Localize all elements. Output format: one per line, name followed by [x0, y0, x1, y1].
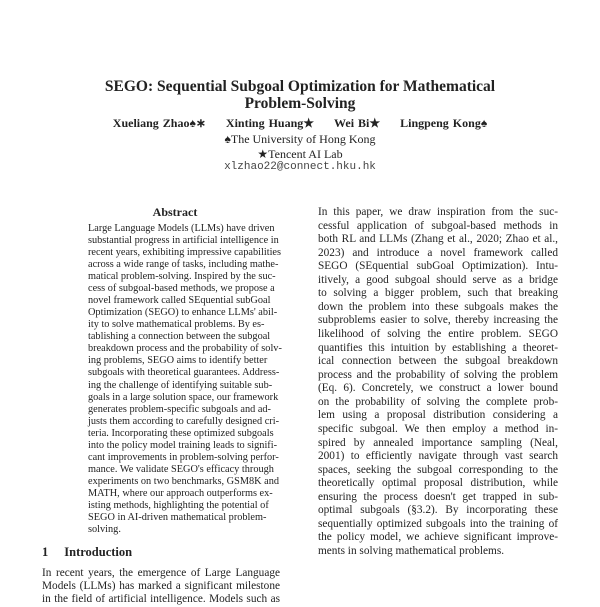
text-line: process and the probability of solving the problem [318, 368, 558, 381]
text-line: spaces, seeking the subgoal corresponding to the [318, 463, 558, 476]
abstract-heading: Abstract [152, 205, 198, 219]
author: Lingpeng Kong♠ [400, 116, 488, 130]
affiliation: ★Tencent AI Lab [257, 147, 343, 161]
author-list [0, 116, 600, 131]
section-title: Introduction [64, 545, 133, 559]
text-line: on the probability of solving the complete prob- [318, 395, 558, 408]
text-line: 2023) and introduce a novel framework called [318, 246, 558, 259]
contact-email: xlzhao22@connect.hku.hk [224, 161, 376, 173]
text-line: sequentially optimized subgoals into the training of [318, 517, 558, 530]
text-line: Optimization (SEGO) to enhance LLMs' abil- [88, 307, 278, 319]
text-line: ity to solve mathematical problems. By es- [88, 319, 265, 331]
text-line: to solving a bigger problem, such that breaking [318, 287, 558, 300]
text-line: cess of subgoal-based methods, we propose a [88, 283, 275, 295]
author: Xinting Huang★ [225, 116, 315, 130]
text-line: 2001) to efficiently navigate through vast search [318, 450, 558, 463]
text-line: ing problems, SEGO aims to identify better [88, 355, 268, 367]
text-line: ical connection between the subgoal breakdown [318, 355, 558, 368]
title-line-2: Problem-Solving [244, 95, 356, 112]
text-line: theoretically optimal proposal distribution, while [318, 477, 558, 490]
text-line: likelihood of solving the entire problem. SEGO [318, 328, 558, 341]
text-line: lem using a proposal distribution considering a [318, 409, 558, 422]
text-line: ments in solving mathematical problems. [318, 545, 505, 557]
text-line: cant improvements in problem-solving perfor- [88, 451, 279, 463]
text-line: solving. [88, 524, 121, 535]
text-line: breakdown process and the probability of solv- [88, 343, 282, 355]
text-line: In this paper, we draw inspiration from the suc- [318, 206, 558, 218]
text-line: teria. Incorporating these optimized subgoals [88, 427, 274, 439]
author: Wei Bi★ [334, 116, 381, 130]
section-heading-introduction [42, 545, 132, 560]
text-line: SEGO in AI-driven mathematical problem- [88, 511, 267, 523]
text-line: in the field of artificial intelligence. Models such as [42, 593, 280, 606]
text-line: ensuring the process doesn't get trapped in sub- [318, 490, 558, 503]
text-line: justs them according to carefully designed cri- [88, 415, 280, 427]
text-line: tablishing a connection between the subgoal [88, 331, 271, 343]
text-line: isting methods, highlighting the potential of [88, 499, 269, 511]
text-line: MATH, where our approach outperforms ex- [88, 487, 273, 499]
text-line: subproblems easier to solve, thereby increasing the [318, 314, 558, 327]
text-line: cessful application of subgoal-based methods in [318, 219, 558, 232]
text-line: (Eq. 6). Concretely, we construct a lower bound [318, 382, 558, 395]
text-line: substantial progress in artificial intelligence in [88, 235, 279, 247]
text-line: the policy model, we achieve significant improve- [318, 531, 558, 544]
text-line: mance. We validate SEGO's efficacy through [88, 463, 274, 475]
text-line: across a wide range of tasks, including mathe- [88, 259, 279, 271]
text-line: recent years, exhibiting impressive capabilities [88, 247, 282, 259]
text-line: ing the challenge of identifying suitable sub- [88, 379, 273, 391]
text-line: goals in a large solution space, our framework [88, 391, 279, 403]
text-line: down the problem into these subgoals makes the [318, 300, 558, 313]
text-line: generates problem-specific subgoals and ad- [88, 403, 271, 415]
paper-title [0, 78, 600, 112]
text-line: experiments on two benchmarks, GSM8K and [88, 475, 280, 487]
text-line: subgoals with theoretical guarantees. Address- [88, 367, 280, 379]
text-line: Models (LLMs) has marked a significant milestone [42, 580, 280, 593]
text-line: matical problem-solving. Inspired by the suc- [88, 271, 276, 283]
text-line: SEGO (SEquential subGoal Optimization). Intu- [318, 260, 558, 273]
text-line: quantifies this intuition by establishing a theoret- [318, 341, 558, 354]
section-number: 1 [42, 545, 49, 559]
affiliation: ♠The University of Hong Kong [224, 132, 376, 146]
text-line: both RL and LLMs (Zhang et al., 2020; Zhao et al., [318, 233, 558, 246]
text-line: In recent years, the emergence of Large Language [42, 567, 280, 579]
text-line: novel framework called SEquential subGoal [88, 295, 271, 307]
text-line: itively, a good subgoal should serve as a bridge [318, 273, 558, 286]
text-line: Large Language Models (LLMs) have driven [88, 223, 275, 234]
author: Xueliang Zhao♠∗ [112, 116, 206, 130]
text-line: into the policy model training leads to signifi- [88, 439, 278, 451]
title-line-1: SEGO: Sequential Subgoal Optimization for Mathematical [104, 78, 496, 95]
text-line: optimal subgoals (§3.2). By incorporating these [318, 504, 558, 517]
text-line: spired by annealed importance sampling (Neal, [318, 436, 558, 449]
text-line: specific subgoal. We then employ a method in- [318, 422, 558, 435]
